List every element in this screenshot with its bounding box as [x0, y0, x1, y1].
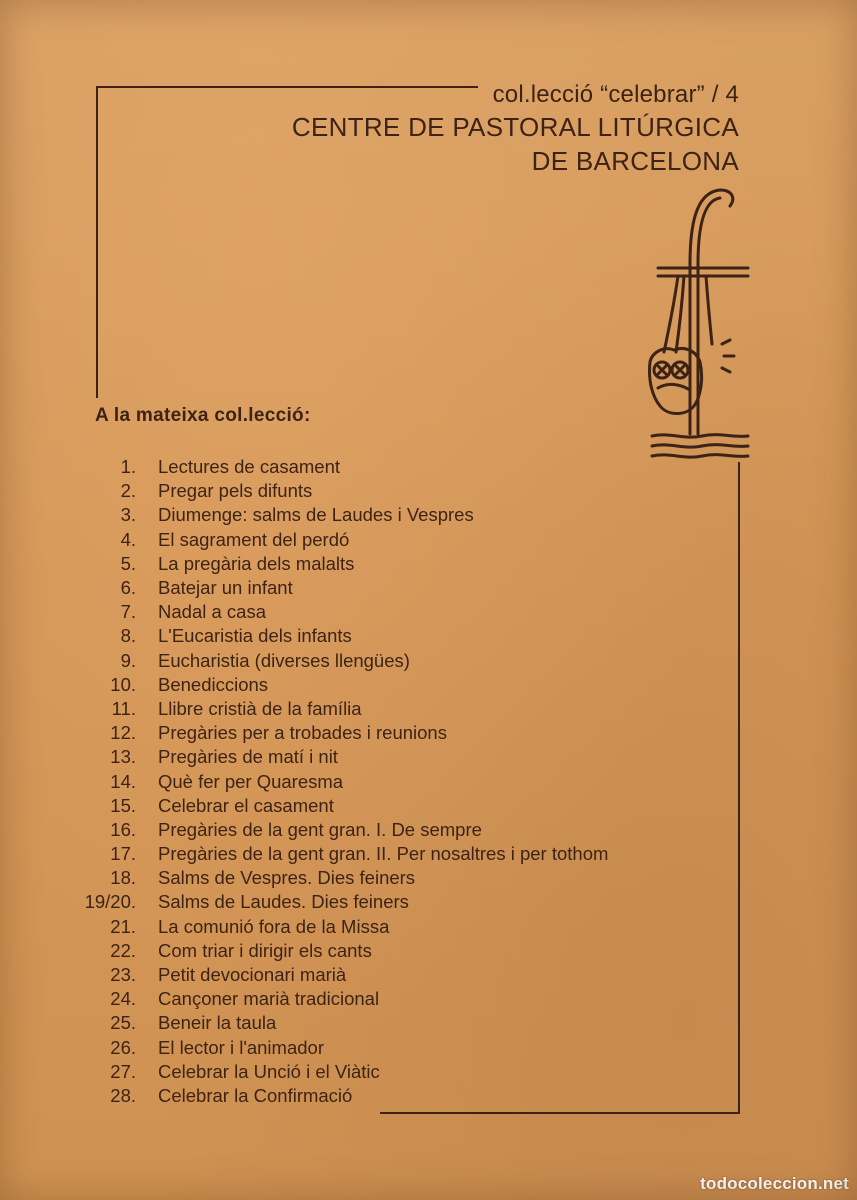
list-item-title: Batejar un infant [158, 577, 293, 599]
list-item-title: Diumenge: salms de Laudes i Vespres [158, 504, 474, 526]
list-item [80, 818, 608, 842]
list-item [80, 600, 608, 624]
list-item [80, 769, 608, 793]
list-item [80, 1060, 608, 1084]
list-item-title: Com triar i dirigir els cants [158, 939, 372, 961]
list-item-number: 1. [120, 456, 136, 478]
list-item [80, 721, 608, 745]
list-item-number: 17. [110, 843, 136, 865]
list-item-number: 18. [110, 867, 136, 889]
list-item [80, 794, 608, 818]
list-item-number: 19/20. [84, 891, 136, 913]
list-item-title: Eucharistia (diverses llengües) [158, 649, 410, 671]
publisher-name-line1: CENTRE DE PASTORAL LITÚRGICA [291, 112, 739, 142]
list-item-number: 10. [110, 673, 136, 695]
list-item-number: 25. [110, 1012, 136, 1034]
list-item [80, 1084, 608, 1108]
list-item-title: Celebrar la Confirmació [158, 1084, 353, 1106]
list-item-title: El lector i l'animador [158, 1036, 324, 1058]
list-item [80, 963, 608, 987]
list-item [80, 939, 608, 963]
list-item-number: 9. [120, 649, 136, 671]
list-item-number: 15. [110, 794, 136, 816]
list-item-number: 16. [110, 818, 136, 840]
list-item-title: El sagrament del perdó [158, 528, 350, 550]
list-item-title: Benediccions [158, 673, 269, 695]
list-item [80, 673, 608, 697]
list-item-number: 28. [110, 1084, 136, 1106]
publisher-header [292, 80, 739, 178]
list-item [80, 890, 608, 914]
list-item-title: Pregàries de la gent gran. II. Per nosaltres i per tothom [158, 843, 609, 865]
list-item [80, 624, 608, 648]
list-item-title: Lectures de casament [158, 456, 341, 478]
list-item-title: Celebrar la Unció i el Viàtic [158, 1060, 380, 1082]
list-item-title: Pregàries de la gent gran. I. De sempre [158, 818, 482, 840]
frame-line-bottom [380, 1112, 740, 1114]
list-item-number: 24. [110, 988, 136, 1010]
list-item-title: Cançoner marià tradicional [158, 988, 380, 1010]
list-item-number: 2. [120, 480, 136, 502]
list-item-number: 26. [110, 1036, 136, 1058]
section-title: A la mateixa col.lecció: [95, 405, 311, 426]
list-item [80, 552, 608, 576]
list-item-title: La comunió fora de la Missa [158, 915, 390, 937]
list-item-number: 22. [110, 939, 136, 961]
list-item [80, 479, 608, 503]
list-item-number: 5. [120, 552, 136, 574]
list-item [80, 987, 608, 1011]
list-item-number: 8. [120, 625, 136, 647]
publisher-name-line2: DE BARCELONA [531, 146, 739, 176]
list-item-number: 21. [110, 915, 136, 937]
list-item [80, 915, 608, 939]
list-item-number: 3. [120, 504, 136, 526]
list-item-number: 6. [120, 577, 136, 599]
list-item [80, 1011, 608, 1035]
list-item [80, 697, 608, 721]
list-item [80, 455, 608, 479]
list-item-title: Celebrar el casament [158, 794, 334, 816]
series-label: col.lecció “celebrar” / 4 [492, 81, 739, 108]
list-item-number: 13. [110, 746, 136, 768]
list-item [80, 576, 608, 600]
frame-line-left [96, 86, 98, 398]
list-item-number: 23. [110, 964, 136, 986]
crozier-with-hand-icon [640, 184, 750, 474]
list-item [80, 1036, 608, 1060]
collection-list [80, 455, 608, 1108]
list-item-number: 4. [120, 528, 136, 550]
list-item [80, 866, 608, 890]
frame-line-right [738, 462, 740, 1114]
list-item [80, 503, 608, 527]
list-item-number: 14. [110, 770, 136, 792]
list-item-title: Pregàries per a trobades i reunions [158, 722, 447, 744]
list-item [80, 649, 608, 673]
watermark: todocoleccion.net [700, 1174, 849, 1193]
list-item-number: 27. [110, 1060, 136, 1082]
list-item-title: Salms de Laudes. Dies feiners [158, 891, 409, 913]
list-item-title: L'Eucaristia dels infants [158, 625, 352, 647]
list-item-number: 12. [110, 722, 136, 744]
list-item [80, 528, 608, 552]
list-item-title: Salms de Vespres. Dies feiners [158, 867, 416, 889]
list-item-title: Llibre cristià de la família [158, 697, 362, 719]
list-item [80, 745, 608, 769]
list-item-title: Què fer per Quaresma [158, 770, 344, 792]
list-item-title: Petit devocionari marià [158, 964, 347, 986]
list-item-title: Nadal a casa [158, 601, 266, 623]
list-item-title: Pregàries de matí i nit [158, 746, 338, 768]
list-item-title: Beneir la taula [158, 1012, 277, 1034]
list-item-title: Pregar pels difunts [158, 480, 313, 502]
list-item [80, 842, 608, 866]
list-item-title: La pregària dels malalts [158, 552, 355, 574]
list-item-number: 7. [120, 601, 136, 623]
list-item-number: 11. [111, 697, 136, 719]
